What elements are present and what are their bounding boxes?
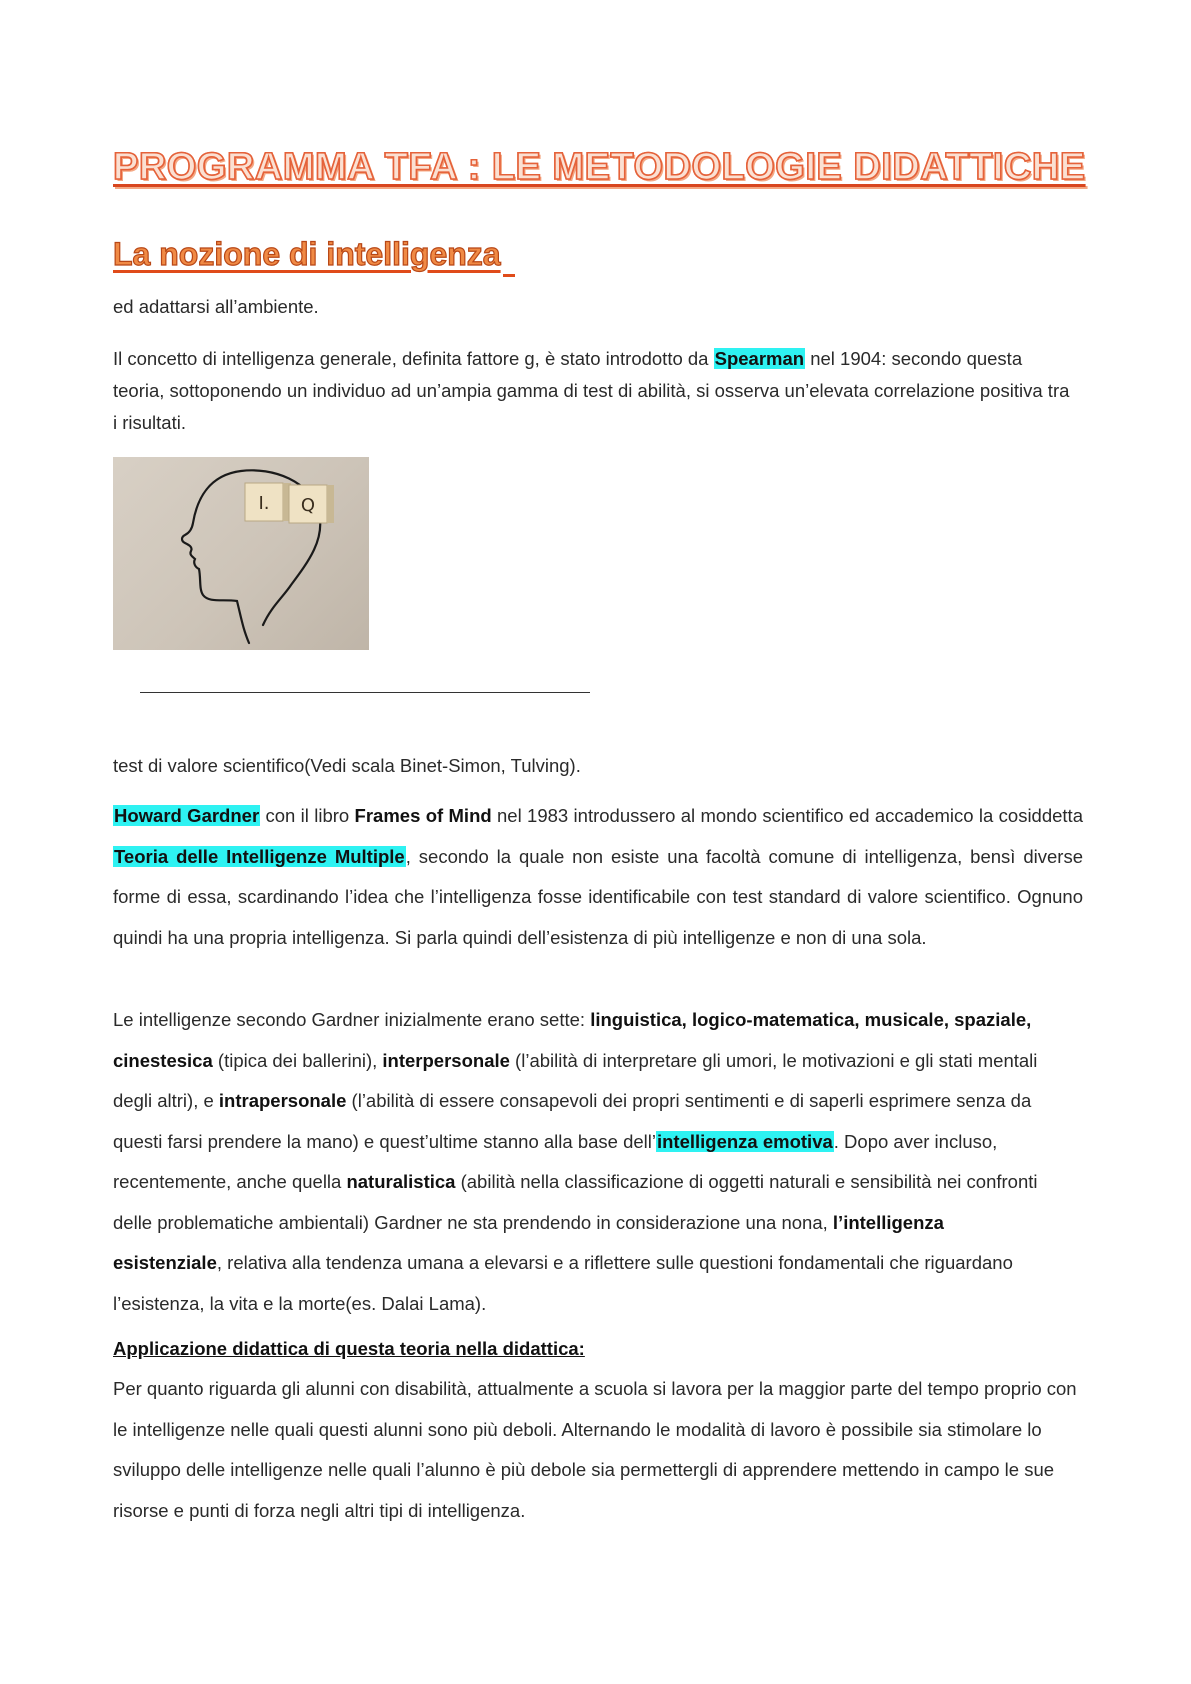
types-text-4: (l’abilità di essere consapevoli dei propri sentimenti e di saperli esprimere senza da questi farsi prendere la mano) e quest’ultime stanno alla base dell’	[113, 1090, 1032, 1152]
intro-line: ed adattarsi all’ambiente.	[113, 296, 319, 317]
theory-highlight: Teoria delle Intelligenze Multiple	[114, 845, 405, 867]
spearman-text-2: nel 1904: secondo questa teoria, sottoponendo un individuo ad un’ampia gamma di test di abilità, si osserva un’elevata correlazione positiva tra i risultati.	[113, 348, 1070, 433]
section-heading-text: La nozione di intelligenza	[113, 236, 501, 272]
gardner-text-2: nel 1983 introdussero al mondo scientifico ed accademico la cosiddetta	[491, 805, 1083, 826]
interpersonale-bold: interpersonale	[382, 1049, 510, 1071]
iq-tile-2: Q	[300, 495, 316, 516]
types-text-6: (abilità nella classificazione di oggetti naturali e sensibilità nei confronti delle problematiche ambientali) Gardner ne sta prendendo in considerazione una nona,	[113, 1171, 1038, 1233]
spearman-text-1: Il concetto di intelligenza generale, definita fattore g, è stato introdotto da	[113, 348, 714, 369]
gardner-paragraph	[113, 796, 1083, 958]
iq-head-icon	[113, 457, 369, 650]
gardner-text-1: con il libro	[260, 805, 355, 826]
emotiva-highlight: intelligenza emotiva	[656, 1130, 833, 1152]
types-text-2: (tipica dei ballerini),	[212, 1049, 383, 1071]
gardner-text-3: , secondo la quale non esiste una facoltà comune di intelligenza, bensì diverse forme di essa, scardinando l’idea che l’intelligenza fosse identificabile con test standard di valore scientifico. Ognuno quindi ha una propria intelligenza. Si parla quindi dell’esistenza di più intelligenze e non di una sola.	[113, 845, 1083, 948]
iq-head-image	[113, 457, 369, 650]
intrapersonale-bold: intrapersonale	[218, 1090, 347, 1111]
horizontal-divider	[140, 692, 590, 693]
document-title: PROGRAMMA TFA : LE METODOLOGIE DIDATTICHE	[113, 146, 1086, 188]
application-heading-text: Applicazione didattica di questa teoria nella didattica:	[113, 1338, 585, 1359]
iq-tile-1: I.	[258, 493, 270, 514]
types-text-7: , relativa alla tendenza umana a elevarsi e a riflettere sulle questioni fondamentali che riguardano l’esistenza, la vita e la morte(es. Dalai Lama).	[113, 1252, 1013, 1314]
test-line: test di valore scientifico(Vedi scala Binet-Simon, Tulving).	[113, 755, 581, 776]
spearman-highlight: Spearman	[714, 348, 805, 369]
gardner-highlight: Howard Gardner	[114, 805, 260, 826]
application-heading	[113, 1329, 1083, 1370]
spearman-paragraph	[113, 343, 1073, 439]
section-heading	[113, 236, 515, 273]
naturalistica-bold: naturalistica	[346, 1171, 456, 1192]
book-title: Frames of Mind	[354, 805, 492, 826]
types-list-bold: linguistica, logico-matematica, musicale, spaziale, cinestesica	[113, 1009, 1032, 1071]
esistenziale-bold: l’intelligenza esistenziale	[113, 1211, 944, 1273]
application-paragraph: Per quanto riguarda gli alunni con disabilità, attualmente a scuola si lavora per la maggior parte del tempo proprio con le intelligenze nelle quali questi alunni sono più deboli. Alternando le modalità di lavoro è possibile sia stimolare lo sviluppo delle intelligenze nelle quali l’alunno è più debole sia permettergli di apprendere mettendo in campo le sue risorse e punti di forza negli altri tipi di intelligenza.	[113, 1378, 1077, 1521]
types-text-5: . Dopo aver incluso, recentemente, anche quella	[113, 1130, 998, 1192]
intelligence-types-paragraph	[113, 1000, 1038, 1324]
types-text-3: (l’abilità di interpretare gli umori, le motivazioni e gli stati mentali degli altri), e	[113, 1049, 1038, 1111]
types-text-1: Le intelligenze secondo Gardner inizialmente erano sette:	[113, 1009, 591, 1030]
heading-underline-trail	[503, 274, 515, 277]
